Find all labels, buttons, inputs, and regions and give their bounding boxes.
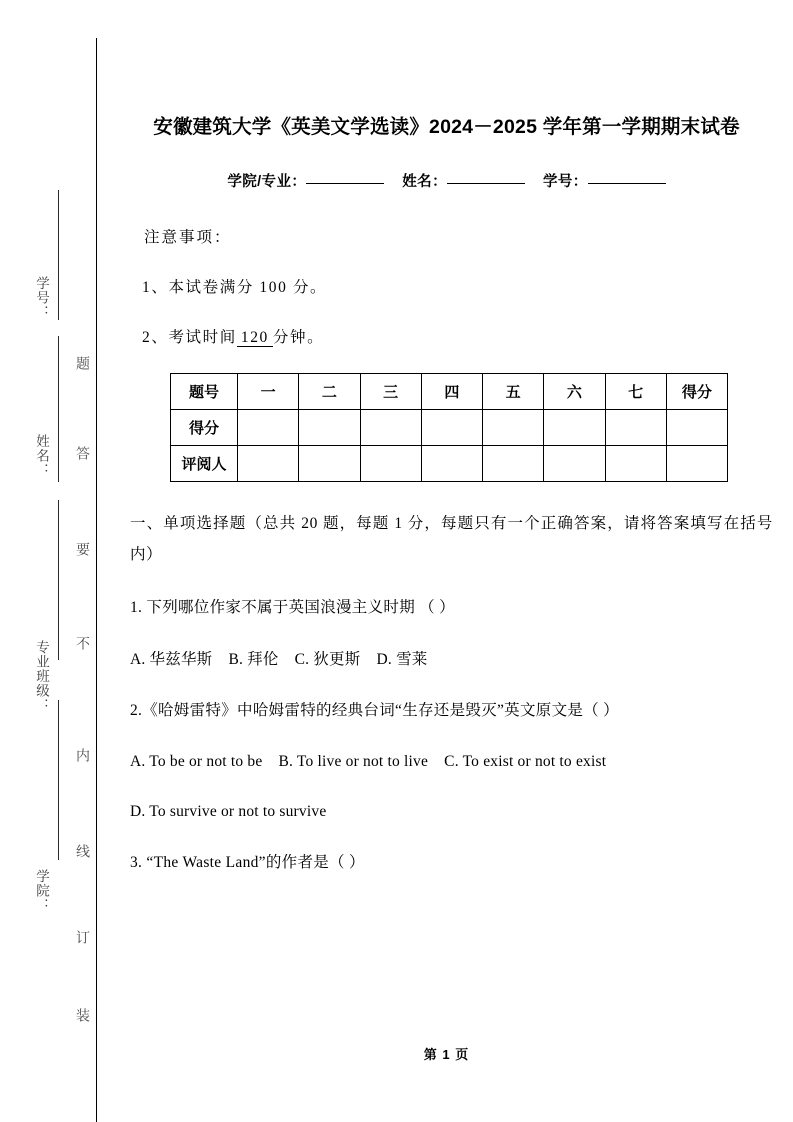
notes-heading: 注意事项： <box>144 228 232 246</box>
question-2-options-line-1 <box>130 747 773 776</box>
margin-field-student-id <box>24 262 58 334</box>
margin-field-class-label: 专业班级： <box>34 639 49 713</box>
note-item-1 <box>142 275 773 297</box>
score-cell[interactable] <box>483 409 544 445</box>
q1-opt-b-label: B. <box>228 650 244 668</box>
note-item-1-text: 1、本试卷满分 100 分。 <box>142 278 328 296</box>
score-header-5: 五 <box>483 373 544 409</box>
q2-opt-b-label: B. <box>278 753 294 771</box>
score-header-0: 题号 <box>171 373 238 409</box>
q2-opt-a-label: A. <box>130 753 146 771</box>
binding-vertical-rule <box>96 38 97 1122</box>
slogan-char-5: 线 <box>75 844 91 858</box>
margin-field-name-label: 姓名： <box>34 434 49 478</box>
score-header-8: 得分 <box>666 373 727 409</box>
margin-field-college-label: 学院： <box>34 869 49 913</box>
margin-field-student-id-label: 学号： <box>34 276 49 320</box>
name-blank[interactable] <box>447 183 525 184</box>
score-table <box>170 373 728 482</box>
grader-cell[interactable] <box>360 445 421 481</box>
question-2-options-line-2 <box>130 797 773 826</box>
college-major-blank[interactable] <box>306 183 384 184</box>
score-row-label-1: 评阅人 <box>171 445 238 481</box>
q1-opt-a-text[interactable]: 华兹华斯 <box>149 650 213 668</box>
margin-field-name <box>24 420 58 492</box>
q2-opt-c-label: C. <box>444 753 459 771</box>
page-footer: 第 1 页 <box>423 1047 470 1062</box>
grader-cell[interactable] <box>421 445 482 481</box>
q2-opt-d-label: D. <box>130 802 146 820</box>
score-cell[interactable] <box>360 409 421 445</box>
section-one-heading: 一、单项选择题（总共 20 题，每题 1 分，每题只有一个正确答案，请将答案填写在括号内） <box>130 514 773 564</box>
margin-rule-3 <box>58 500 59 660</box>
q2-opt-b-text[interactable]: To live or not to live <box>296 753 429 771</box>
margin-rule-4 <box>58 700 59 860</box>
binding-margin <box>0 0 100 1122</box>
table-row-header <box>171 373 728 409</box>
score-cell[interactable] <box>299 409 360 445</box>
score-cell[interactable] <box>605 409 666 445</box>
page-title: 安徽建筑大学《英美文学选读》2024－2025 学年第一学期期末试卷 <box>153 116 740 138</box>
student-id-label: 学号： <box>542 173 588 190</box>
slogan-char-2: 要 <box>75 542 91 556</box>
question-1-options <box>130 645 773 674</box>
score-header-2: 二 <box>299 373 360 409</box>
score-cell[interactable] <box>238 409 299 445</box>
margin-rule-2 <box>58 336 59 482</box>
table-row <box>171 409 728 445</box>
table-row <box>171 445 728 481</box>
question-2-stem: 2.《哈姆雷特》中哈姆雷特的经典台词“生存还是毁灭”英文原文是（ ） <box>130 701 619 719</box>
score-cell[interactable] <box>421 409 482 445</box>
q1-opt-a-label: A. <box>130 650 146 668</box>
exam-duration-value[interactable]: 120 <box>237 329 273 347</box>
margin-rule-1 <box>58 190 59 320</box>
grader-cell[interactable] <box>605 445 666 481</box>
score-header-6: 六 <box>544 373 605 409</box>
note-item-2-text-after: 分钟。 <box>272 328 325 346</box>
note-item-2 <box>142 325 773 347</box>
grader-cell[interactable] <box>238 445 299 481</box>
score-row-label-0: 得分 <box>171 409 238 445</box>
score-cell[interactable] <box>544 409 605 445</box>
grader-cell[interactable] <box>666 445 727 481</box>
slogan-char-0: 题 <box>75 356 91 370</box>
name-label: 姓名： <box>402 173 447 190</box>
score-header-4: 四 <box>421 373 482 409</box>
student-id-blank[interactable] <box>588 183 666 184</box>
q2-opt-a-text[interactable]: To be or not to be <box>149 753 263 771</box>
grader-cell[interactable] <box>544 445 605 481</box>
q2-opt-d-text[interactable]: To survive or not to survive <box>149 802 327 820</box>
q1-opt-c-label: C. <box>294 650 310 668</box>
score-header-3: 三 <box>360 373 421 409</box>
slogan-char-4: 内 <box>75 748 91 762</box>
exam-page-content <box>100 0 793 1122</box>
question-3-stem: 3. “The Waste Land”的作者是（ ） <box>130 854 365 872</box>
score-header-1: 一 <box>238 373 299 409</box>
q1-opt-d-text[interactable]: 雪莱 <box>396 650 428 668</box>
q2-opt-c-text[interactable]: To exist or not to exist <box>462 753 607 771</box>
slogan-char-7: 装 <box>75 1008 91 1022</box>
college-major-label: 学院/专业： <box>227 173 307 190</box>
student-info-row <box>120 170 773 191</box>
q1-opt-b-text[interactable]: 拜伦 <box>247 650 279 668</box>
slogan-char-3: 不 <box>75 636 91 650</box>
margin-field-college <box>24 852 58 930</box>
note-item-2-text-before: 2、考试时间 <box>142 328 237 346</box>
grader-cell[interactable] <box>483 445 544 481</box>
q1-opt-c-text[interactable]: 狄更斯 <box>313 650 361 668</box>
q1-opt-d-label: D. <box>376 650 392 668</box>
margin-field-class <box>24 620 58 732</box>
grader-cell[interactable] <box>299 445 360 481</box>
slogan-char-1: 答 <box>75 446 91 460</box>
score-cell[interactable] <box>666 409 727 445</box>
slogan-char-6: 订 <box>75 930 91 944</box>
question-1-stem: 1. 下列哪位作家不属于英国浪漫主义时期 （ ） <box>130 599 455 617</box>
score-header-7: 七 <box>605 373 666 409</box>
